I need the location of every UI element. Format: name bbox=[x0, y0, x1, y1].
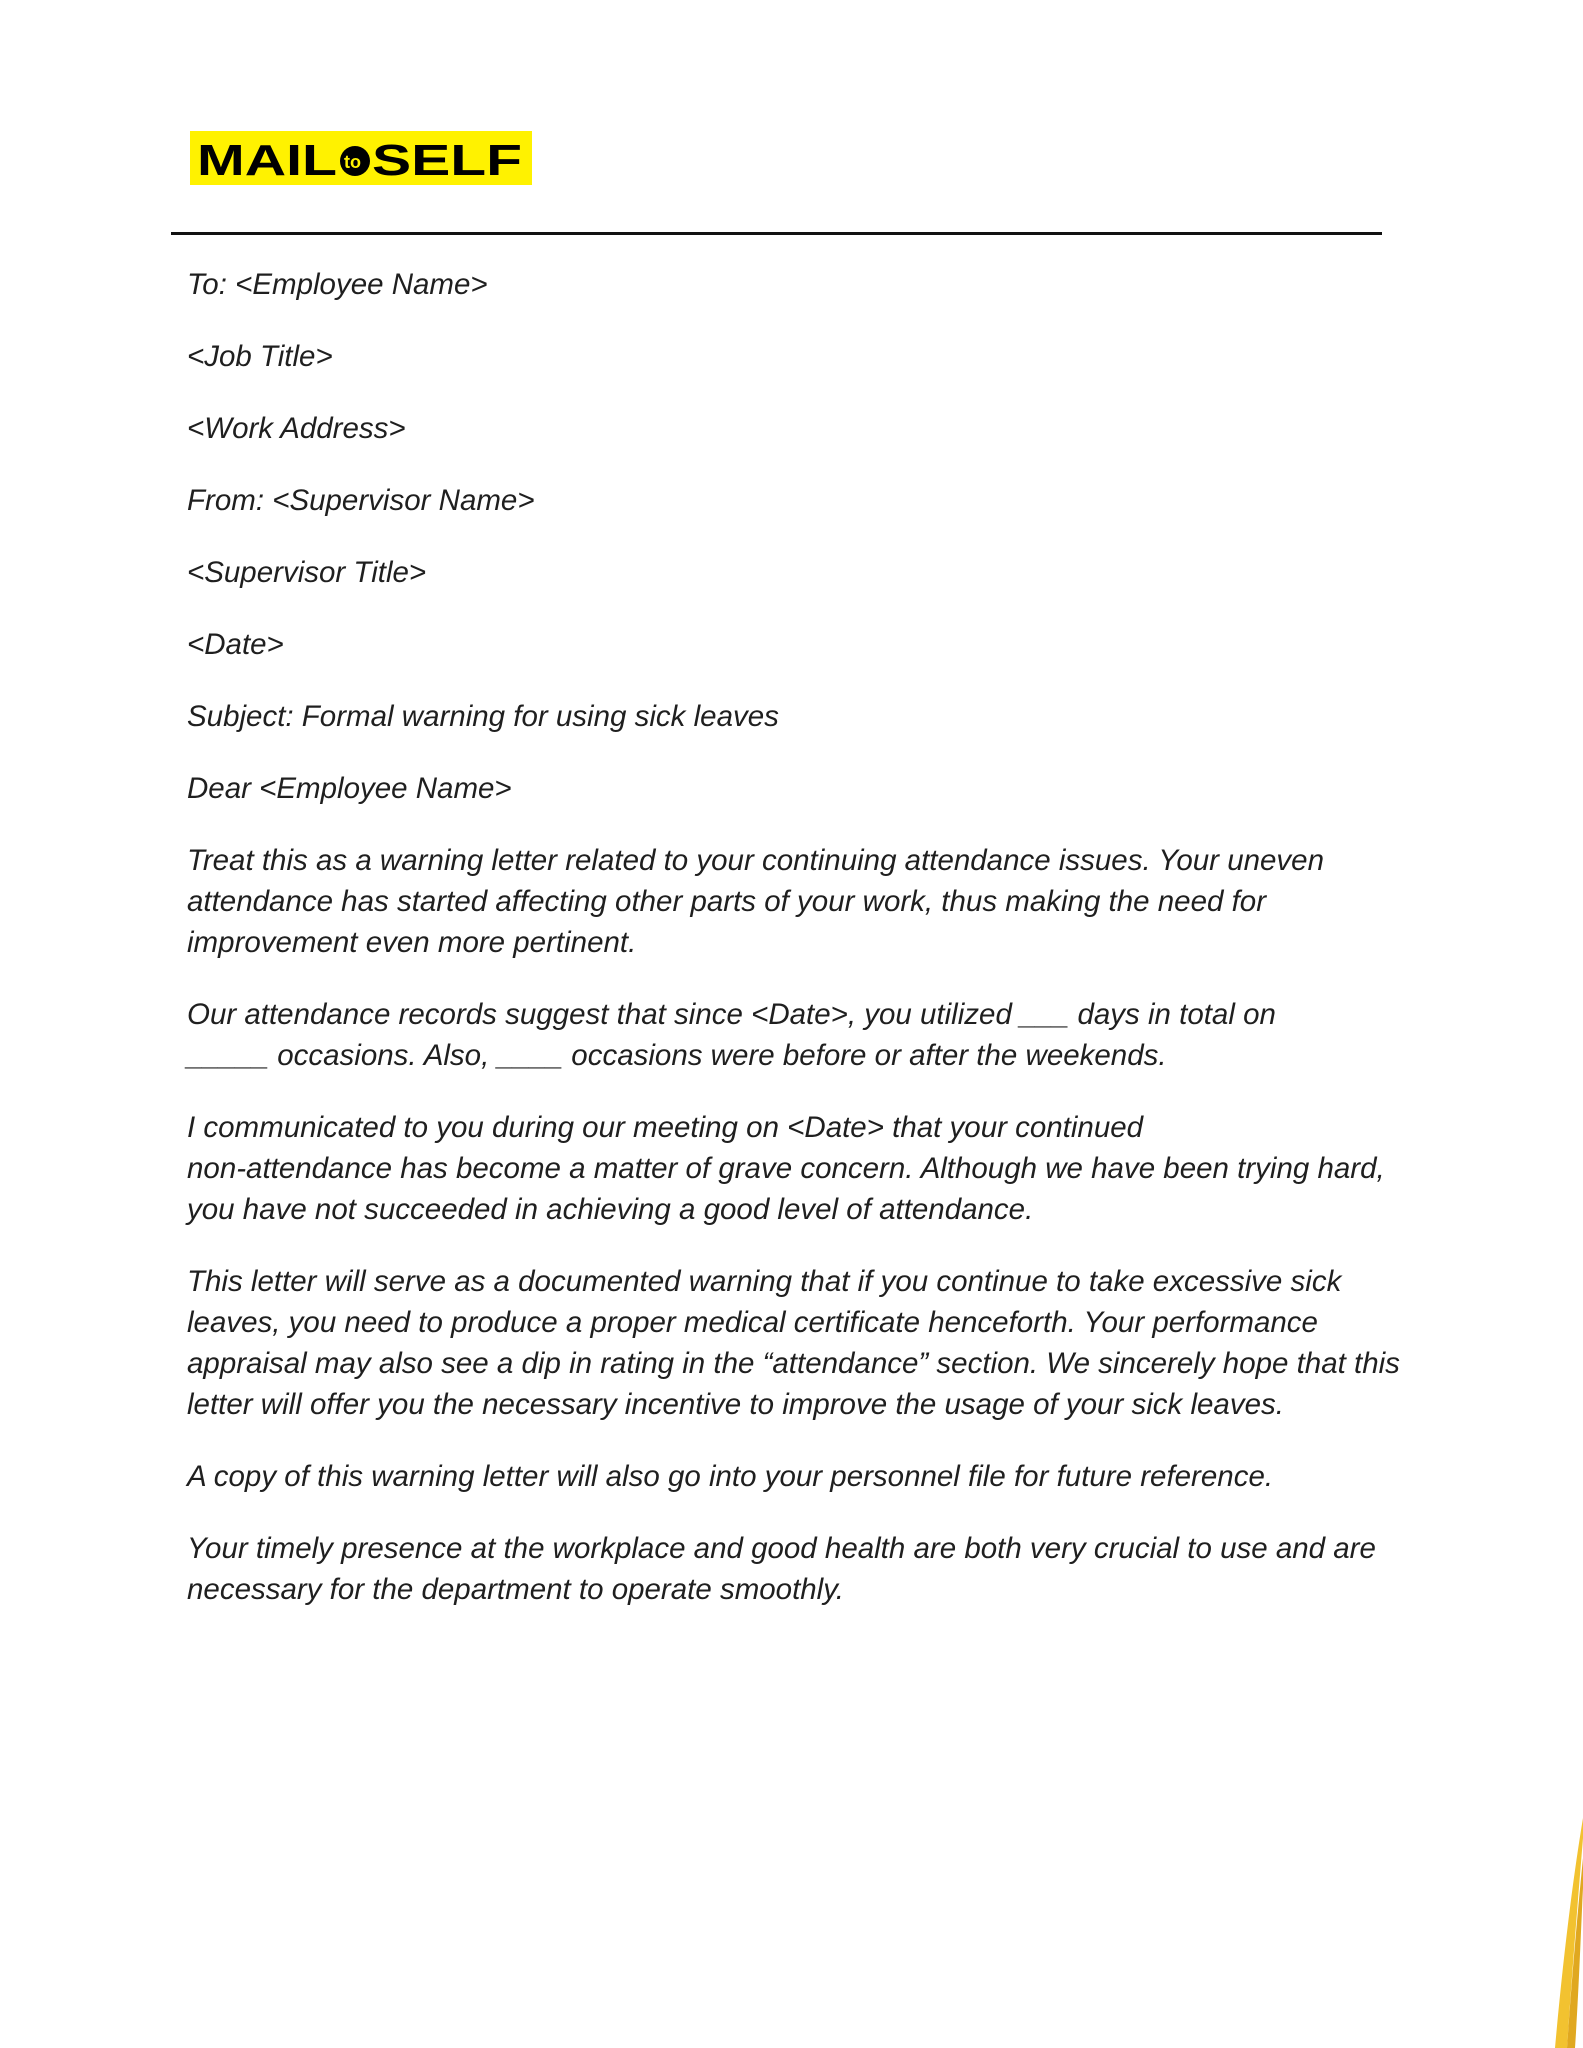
svg-text:SELF: SELF bbox=[372, 136, 522, 185]
svg-text:MAIL: MAIL bbox=[197, 136, 337, 185]
letter-body bbox=[187, 264, 1407, 1641]
body-paragraph: Your timely presence at the workplace and good health are both very crucial to use and are necessary for the department to operate smoothly. bbox=[187, 1532, 1385, 1606]
sender-title: <Supervisor Title> bbox=[187, 556, 427, 589]
mailtoself-logo bbox=[190, 131, 532, 185]
sender-line: From: <Supervisor Name> bbox=[187, 484, 535, 517]
svg-text:to: to bbox=[344, 152, 361, 172]
corner-decoration bbox=[1523, 1818, 1583, 2048]
letter-salutation: Dear <Employee Name> bbox=[187, 772, 512, 805]
body-paragraph: This letter will serve as a documented warning that if you continue to take excessive sick leaves, you need to produce a proper medical certificate henceforth. Your performance appraisal may also see a dip in rating in the “attendance” section. We sincerely hope that this letter will offer you the necessary incentive to improve the usage of your sick leaves. bbox=[187, 1265, 1409, 1421]
recipient-job-title: <Job Title> bbox=[187, 340, 333, 373]
recipient-work-address: <Work Address> bbox=[187, 412, 406, 445]
header-divider bbox=[171, 232, 1382, 235]
recipient-line: To: <Employee Name> bbox=[187, 268, 488, 301]
body-paragraph: Treat this as a warning letter related to your continuing attendance issues. Your uneven attendance has started affecting other parts of your work, thus making the need for improvement even more pertinent. bbox=[187, 844, 1333, 959]
body-paragraph: I communicated to you during our meeting on <Date> that your continued non-attendance has become a matter of grave concern. Although we have been trying hard, you have not succeeded in achieving a good level of attendance. bbox=[187, 1111, 1385, 1226]
letter-date: <Date> bbox=[187, 628, 284, 661]
body-paragraph: Our attendance records suggest that since <Date>, you utilized ___ days in total on _____ occasions. Also, ____ occasions were before or after the weekends. bbox=[187, 998, 1276, 1072]
body-paragraph: A copy of this warning letter will also go into your personnel file for future reference. bbox=[187, 1460, 1274, 1493]
letter-subject: Subject: Formal warning for using sick leaves bbox=[187, 700, 779, 733]
